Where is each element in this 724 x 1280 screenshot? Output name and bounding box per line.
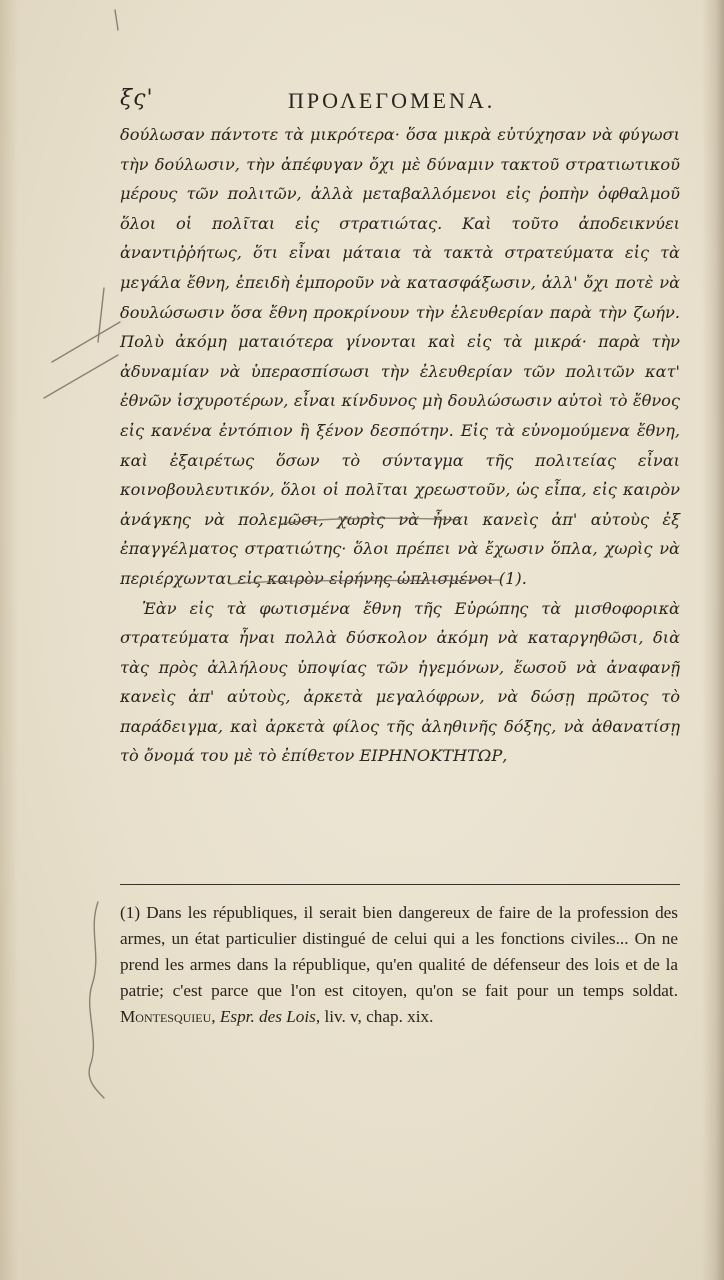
footnote-text: (1) Dans les républiques, il serait bien dangereux de faire de la profession des armes, un état particulier distingué de celui qui a les fonctions civiles... On ne prend les armes dans la république, qu'en qualité de défenseur des lois et de la patrie; c'est parce que l'on est citoyen, qu'on se fait pour un temps soldat. xyxy=(120,903,678,1000)
pencil-vertical-stroke xyxy=(98,288,104,342)
paragraph-1: δούλωσαν πάντοτε τὰ μικρότερα· ὅσα μικρὰ εὐτύχησαν νὰ φύγωσι τὴν δούλωσιν, τὴν ἀπέφυγαν ὄχι μὲ δύναμιν τακτοῦ στρατιωτικοῦ μέρους τῶν πολιτῶν, ἀλλὰ μεταβαλλόμενοι εἰς ῥοπὴν ὀφθαλμοῦ ὅλοι οἱ πολῖται εἰς στρατιώτας. Καὶ τοῦτο ἀποδεικνύει ἀναντιῤῥήτως, ὅτι εἶναι μάταια τὰ τακτὰ στρατεύματα εἰς τὰ μεγάλα ἔθνη, ἐπειδὴ ἐμποροῦν νὰ κατασφάξωσιν, ἀλλ' ὄχι ποτὲ νὰ δουλώσωσιν ὅσα ἔθνη προκρίνουν τὴν ἐλευθερίαν παρὰ τὴν ζωήν. Πολὺ ἀκόμη ματαιότερα γίνονται καὶ εἰς τὰ μικρά· παρὰ τὴν ἀδυναμίαν νὰ ὑπερασπίσωσι τὴν ἐλευθερίαν τῶν πολιτῶν κατ' ἐθνῶν ἰσχυροτέρων, εἶναι κίνδυνος μὴ δουλώσωσιν αὐτοὶ τὸ ἔθνος εἰς κανένα ἐντόπιον ἢ ξένον δεσπότην. Εἰς τὰ εὐνομούμενα ἔθνη, καὶ ἐξαιρέτως ὅσων τὸ σύνταγμα τῆς πολιτείας εἶναι κοινοβουλευτικόν, ὅλοι οἱ πολῖται χρεωστοῦν, ὡς εἶπα, εἰς καιρὸν ἀνάγκης νὰ πολεμῶσι, χωρὶς νὰ ἦναι κανεὶς ἀπ' αὐτοὺς ἐξ ἐπαγγέλματος στρατιώτης· ὅλοι πρέπει νὰ ἔχωσιν ὅπλα, χωρὶς νὰ περιέρχωνται εἰς καιρὸν εἰρήνης ὡπλισμένοι (1). xyxy=(120,125,680,588)
main-text xyxy=(120,120,680,771)
footnote-rule xyxy=(120,884,680,885)
pencil-bracket xyxy=(89,902,104,1098)
page-edge-shadow xyxy=(0,0,18,1280)
footnote: (1) Dans les républiques, il serait bien dangereux de faire de la profession des armes, un état particulier distingué de celui qui a les fonctions civiles... On ne prend les armes dans la république, qu'en qualité de défenseur des lois et de la patrie; c'est parce que l'on est citoyen, qu'on se fait pour un temps soldat. Montesquieu, Espr. des Lois, liv. v, chap. xix. xyxy=(120,903,678,1026)
footnote-location: liv. v, chap. xix. xyxy=(324,1007,434,1026)
page-number: ξς' xyxy=(120,86,154,111)
running-head: ΠΡΟΛΕΓΟΜΕΝΑ. xyxy=(288,88,496,113)
footnote-author: Montesquieu xyxy=(120,1007,212,1026)
footnote-work: Espr. des Lois xyxy=(219,1007,316,1026)
page-header xyxy=(120,86,680,118)
pencil-cross-stroke-1 xyxy=(52,322,120,362)
paragraph-2: Ἐὰν εἰς τὰ φωτισμένα ἔθνη τῆς Εὐρώπης τὰ μισθοφορικὰ στρατεύματα ἦναι πολλὰ δύσκολον ἀκόμη νὰ καταργηθῶσι, διὰ τὰς πρὸς ἀλλήλους ὑποψίας τῶν ἡγεμόνων, ἕωσοῦ νὰ ἀναφανῇ κανεὶς ἀπ' αὐτοὺς, ἀρκετὰ μεγαλόφρων, νὰ δώσῃ πρῶτος τὸ παράδειγμα, καὶ ἀρκετὰ φίλος τῆς ἀληθινῆς δόξης, νὰ ἀθανατίσῃ τὸ ὄνομά του μὲ τὸ ἐπίθετον ΕΙΡΗΝΟΚΤΗΤΩΡ, xyxy=(120,598,680,766)
pencil-tick xyxy=(115,10,118,30)
pencil-cross-stroke-2 xyxy=(44,355,118,398)
binding-gutter xyxy=(702,0,724,1280)
